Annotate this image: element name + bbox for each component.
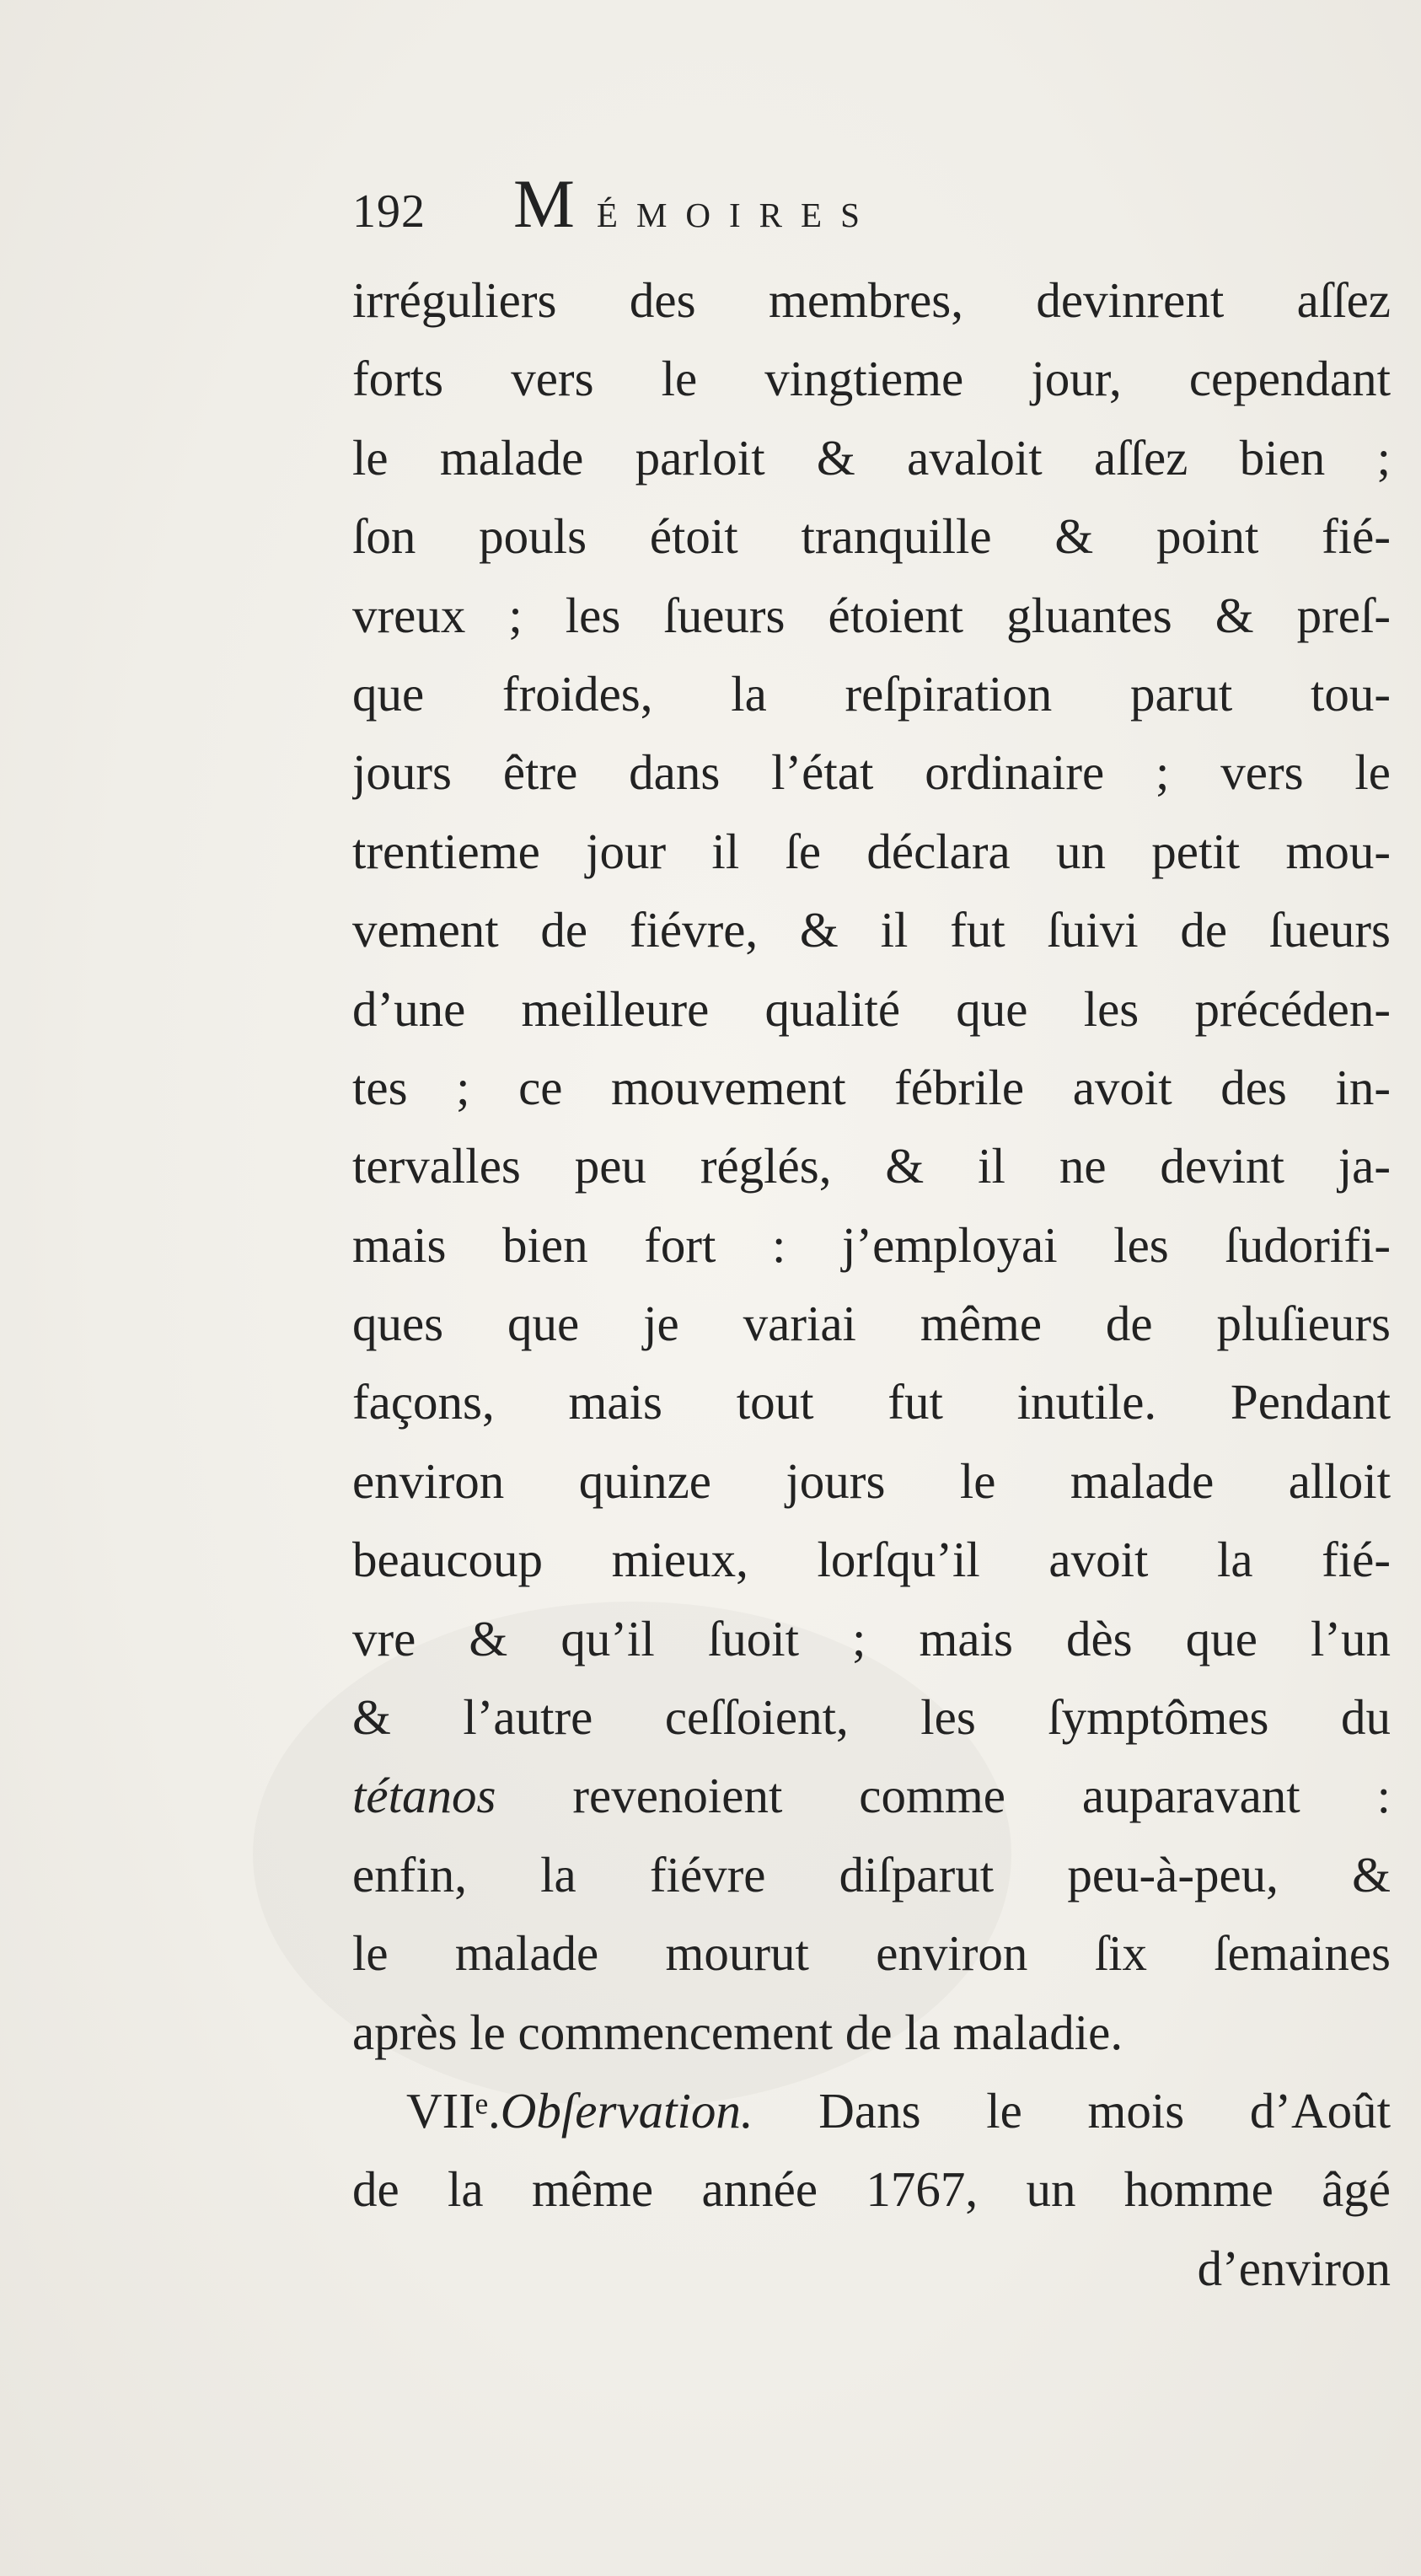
text-line: d’une meilleure qualité que les précéden- (352, 980, 1391, 1037)
text-line: & l’autre ceſſoient, les ſymptômes du (352, 1689, 1391, 1746)
text-line: irréguliers des membres, devinrent aſſez (352, 272, 1391, 328)
text-line: mais bien fort : j’employai les ſudorifi- (352, 1216, 1391, 1273)
observation-title: Obſervation. (500, 2082, 753, 2139)
text-span: revenoient comme auparavant : (496, 1768, 1391, 1824)
text-line: façons, mais tout fut inutile. Pendant (352, 1374, 1391, 1430)
text-line: vre & qu’il ſuoit ; mais dès que l’un (352, 1610, 1391, 1666)
text-line: ſon pouls étoit tranquille & point fié- (352, 508, 1391, 565)
italic-term: tétanos (352, 1768, 496, 1824)
body-text (352, 261, 1391, 2308)
text-span: Dans le mois d’Août (753, 2082, 1391, 2139)
text-line: le malade parloit & avaloit aſſez bien ; (352, 429, 1391, 486)
text-line: tervalles peu réglés, & il ne devint ja- (352, 1138, 1391, 1194)
observation-heading-line (352, 2072, 1391, 2150)
text-line: ques que je variai même de pluſieurs (352, 1296, 1391, 1352)
page-number: 192 (352, 185, 426, 238)
paragraph-end-line: après le commencement de la maladie. (352, 2004, 1123, 2060)
page-header (352, 164, 878, 242)
text-line (352, 1757, 1391, 1835)
text-line: jours être dans l’état ordinaire ; vers le (352, 744, 1391, 801)
text-line: beaucoup mieux, lorſqu’il avoit la fié- (352, 1532, 1391, 1588)
text-line: tes ; ce mouvement fébrile avoit des in- (352, 1059, 1391, 1115)
text-line: trentieme jour il ſe déclara un petit mou- (352, 823, 1391, 879)
text-line: que froides, la reſpiration parut tou- (352, 665, 1391, 722)
catchword: d’environ (1197, 2240, 1391, 2296)
running-title-rest: émoires (596, 183, 878, 238)
text-line: le malade mourut environ ſix ſemaines (352, 1925, 1391, 1982)
observation-number: VIIᵉ. (406, 2082, 501, 2139)
running-title-initial: M (513, 165, 597, 242)
text-line: forts vers le vingtieme jour, cependant (352, 351, 1391, 407)
text-line: vreux ; les ſueurs étoient gluantes & preſ- (352, 587, 1391, 643)
text-line: enfin, la fiévre diſparut peu-à-peu, & (352, 1846, 1391, 1902)
text-line: vement de fiévre, & il fut ſuivi de ſueurs (352, 902, 1391, 958)
text-line: environ quinze jours le malade alloit (352, 1452, 1391, 1509)
running-title (513, 164, 878, 244)
text-line: de la même année 1767, un homme âgé (352, 2161, 1391, 2218)
